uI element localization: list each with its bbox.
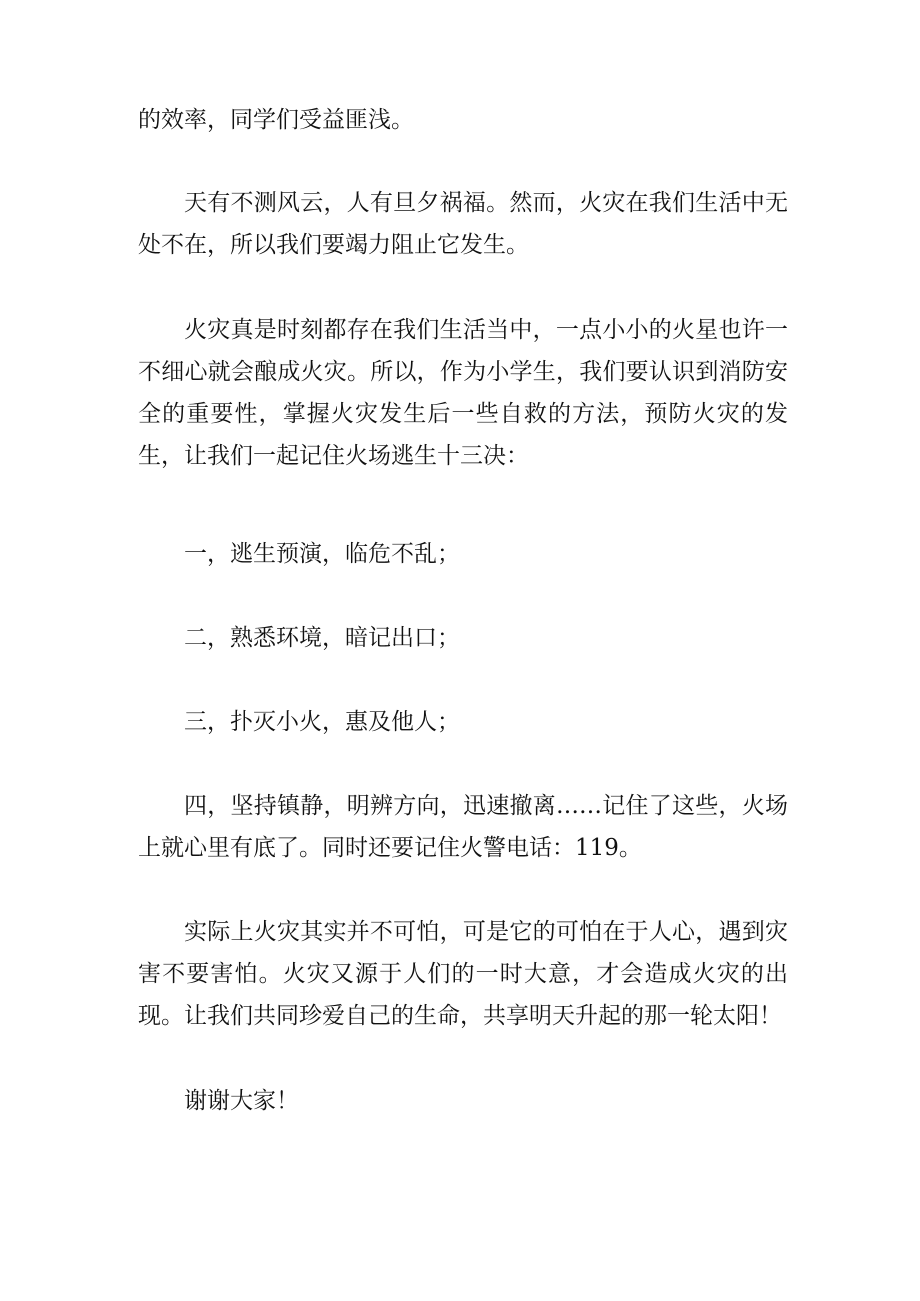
list-item-two: 二，熟悉环境，暗记出口； bbox=[184, 625, 460, 651]
paragraph-fire-danger: 火灾真是时刻都存在我们生活当中，一点小小的火星也许一不细心就会酿成火灾。所以，作为小学生，我们要认识到消防安全的重要性，掌握火灾发生后一些自救的方法，预防火灾的发生，让我们一起记住火场逃生十三决： bbox=[138, 317, 788, 469]
list-item-three: 三，扑灭小火，惠及他人； bbox=[184, 709, 460, 735]
paragraph-thanks: 谢谢大家！ bbox=[184, 1088, 299, 1114]
list-item-four: 四，坚持镇静，明辨方向，迅速撤离……记住了这些，火场上就心里有底了。同时还要记住火警电话：119。 bbox=[138, 793, 788, 861]
paragraph-continuation: 的效率，同学们受益匪浅。 bbox=[138, 107, 414, 133]
paragraph-intro: 天有不测风云，人有旦夕祸福。然而，火灾在我们生活中无处不在，所以我们要竭力阻止它发生。 bbox=[138, 190, 788, 258]
paragraph-conclusion: 实际上火灾其实并不可怕，可是它的可怕在于人心，遇到灾害不要害怕。火灾又源于人们的一时大意，才会造成火灾的出现。让我们共同珍爱自己的生命，共享明天升起的那一轮太阳！ bbox=[138, 919, 788, 1029]
list-item-one: 一，逃生预演，临危不乱； bbox=[184, 541, 460, 567]
